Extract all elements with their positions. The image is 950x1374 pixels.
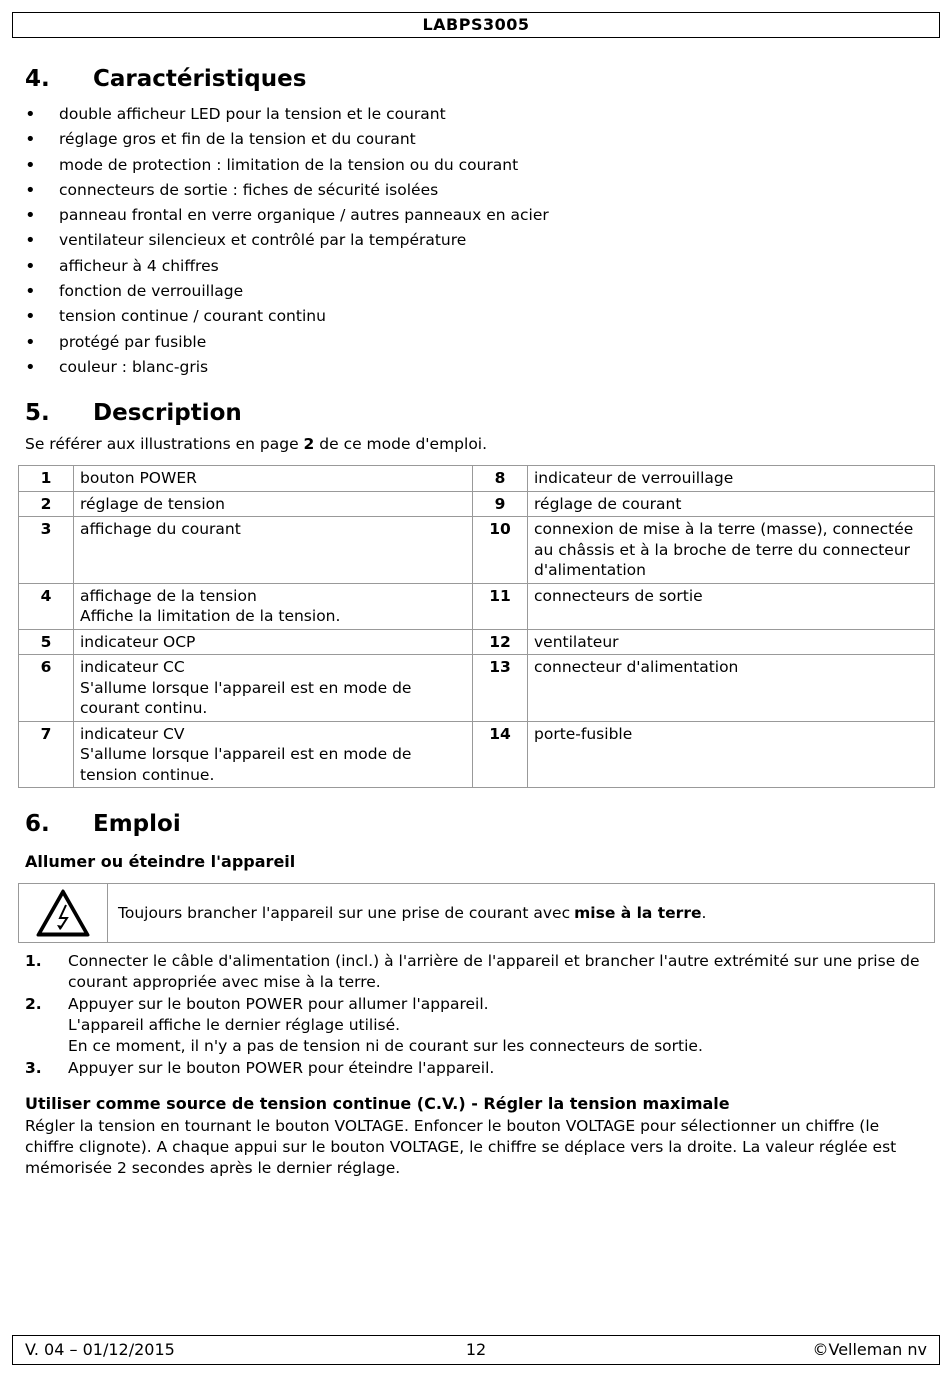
item-label: indicateur OCP bbox=[80, 632, 196, 651]
step-text: Appuyer sur le bouton POWER pour éteindre l'appareil. bbox=[68, 1059, 495, 1077]
step-number: 1. bbox=[25, 952, 42, 970]
subheading-power: Allumer ou éteindre l'appareil bbox=[25, 852, 296, 871]
item-number: 7 bbox=[19, 721, 74, 788]
features-list bbox=[25, 102, 549, 380]
step-text: En ce moment, il n'y a pas de tension ni de courant sur les connecteurs de sortie. bbox=[68, 1037, 703, 1055]
item-text: réglage de courant bbox=[528, 491, 935, 517]
step-text: Appuyer sur le bouton POWER pour allumer l'appareil. bbox=[68, 995, 489, 1013]
list-item: • tension continue / courant continu bbox=[25, 304, 549, 329]
item-text bbox=[74, 629, 473, 655]
warning-text-bold: mise à la terre bbox=[574, 904, 702, 922]
warning-icon-cell bbox=[19, 884, 108, 942]
item-detail: S'allume lorsque l'appareil est en mode de courant continu. bbox=[80, 678, 412, 717]
list-item: • protégé par fusible bbox=[25, 330, 549, 355]
item-number: 10 bbox=[473, 517, 528, 584]
list-item: • double afficheur LED pour la tension et le courant bbox=[25, 102, 549, 127]
section-6-heading bbox=[25, 811, 181, 837]
table-row bbox=[19, 517, 935, 584]
item-number: 13 bbox=[473, 655, 528, 722]
item-text bbox=[74, 517, 473, 584]
list-item bbox=[25, 994, 930, 1057]
item-text: indicateur de verrouillage bbox=[528, 466, 935, 492]
item-label: indicateur CC bbox=[80, 658, 185, 676]
section-number: 5. bbox=[25, 400, 50, 426]
warning-box bbox=[18, 883, 935, 943]
item-number: 6 bbox=[19, 655, 74, 722]
page-footer bbox=[12, 1335, 940, 1365]
list-item: • ventilateur silencieux et contrôlé par la température bbox=[25, 228, 549, 253]
list-item bbox=[25, 951, 930, 993]
section-title: Description bbox=[93, 400, 242, 426]
section-number: 6. bbox=[25, 811, 50, 837]
item-number: 1 bbox=[19, 466, 74, 492]
item-number: 11 bbox=[473, 583, 528, 629]
item-text bbox=[74, 466, 473, 492]
step-text: L'appareil affiche le dernier réglage utilisé. bbox=[68, 1016, 401, 1034]
table-row bbox=[19, 583, 935, 629]
item-text bbox=[74, 583, 473, 629]
item-detail: S'allume lorsque l'appareil est en mode de tension continue. bbox=[80, 745, 412, 784]
item-text bbox=[74, 655, 473, 722]
list-item: • fonction de verrouillage bbox=[25, 279, 549, 304]
item-number: 3 bbox=[19, 517, 74, 584]
table-row bbox=[19, 466, 935, 492]
item-number: 5 bbox=[19, 629, 74, 655]
table-row bbox=[19, 655, 935, 722]
list-item: • couleur : blanc-gris bbox=[25, 355, 549, 380]
item-label: affichage de la tension bbox=[80, 586, 257, 605]
header-title: LABPS3005 bbox=[422, 15, 530, 34]
step-number: 2. bbox=[25, 995, 42, 1013]
description-intro bbox=[25, 435, 487, 453]
step-text: Connecter le câble d'alimentation (incl.) à l'arrière de l'appareil et brancher l'autre extrémité sur une prise de courant appropriée avec mise à la terre. bbox=[68, 952, 920, 991]
item-text: ventilateur bbox=[528, 629, 935, 655]
item-label: bouton POWER bbox=[80, 469, 197, 487]
item-text bbox=[74, 721, 473, 788]
table-row bbox=[19, 491, 935, 517]
list-item: • mode de protection : limitation de la tension ou du courant bbox=[25, 153, 549, 178]
list-item bbox=[25, 1058, 930, 1079]
item-number: 12 bbox=[473, 629, 528, 655]
warning-text-b: . bbox=[701, 904, 707, 922]
item-text: porte-fusible bbox=[528, 721, 935, 788]
item-number: 2 bbox=[19, 491, 74, 517]
intro-text: Se référer aux illustrations en page bbox=[25, 435, 304, 453]
power-steps bbox=[25, 951, 930, 1080]
item-detail: Affiche la limitation de la tension. bbox=[80, 607, 341, 625]
item-number: 9 bbox=[473, 491, 528, 517]
list-item: • connecteurs de sortie : fiches de sécurité isolées bbox=[25, 178, 549, 203]
item-text: connexion de mise à la terre (masse), connectée au châssis et à la broche de terre du connecteur d'alimentation bbox=[528, 517, 935, 584]
list-item: • panneau frontal en verre organique / autres panneaux en acier bbox=[25, 203, 549, 228]
warning-text bbox=[108, 884, 706, 942]
list-item: • afficheur à 4 chiffres bbox=[25, 254, 549, 279]
item-text: connecteurs de sortie bbox=[528, 583, 935, 629]
cv-paragraph: Régler la tension en tournant le bouton VOLTAGE. Enfoncer le bouton VOLTAGE pour sélectionner un chiffre (le chiffre clignote). A chaque appui sur le bouton VOLTAGE, le chiffre se déplace vers la droite. La valeur réglée est mémorisée 2 secondes après le dernier réglage. bbox=[25, 1117, 897, 1177]
warning-text-a: Toujours brancher l'appareil sur une prise de courant avec bbox=[118, 904, 571, 922]
high-voltage-warning-icon bbox=[35, 888, 91, 938]
item-label: indicateur CV bbox=[80, 724, 185, 743]
item-number: 14 bbox=[473, 721, 528, 788]
page-header bbox=[12, 12, 940, 38]
table-row bbox=[19, 721, 935, 788]
item-text: connecteur d'alimentation bbox=[528, 655, 935, 722]
item-number: 4 bbox=[19, 583, 74, 629]
section-5-heading bbox=[25, 400, 242, 426]
section-number: 4. bbox=[25, 66, 50, 92]
page-number: 12 bbox=[465, 1340, 487, 1359]
item-label: affichage du courant bbox=[80, 520, 241, 538]
intro-text-end: de ce mode d'emploi. bbox=[314, 435, 488, 453]
subheading-cv: Utiliser comme source de tension continue (C.V.) - Régler la tension maximale bbox=[25, 1094, 730, 1113]
copyright: ©Velleman nv bbox=[812, 1340, 927, 1359]
description-table bbox=[18, 465, 935, 788]
section-title: Emploi bbox=[93, 811, 181, 837]
item-text bbox=[74, 491, 473, 517]
table-row bbox=[19, 629, 935, 655]
version-date: V. 04 – 01/12/2015 bbox=[25, 1340, 175, 1359]
section-4-heading bbox=[25, 66, 306, 92]
list-item: • réglage gros et fin de la tension et du courant bbox=[25, 127, 549, 152]
intro-page-ref: 2 bbox=[303, 435, 315, 453]
step-number: 3. bbox=[25, 1059, 42, 1077]
item-label: réglage de tension bbox=[80, 494, 225, 513]
item-number: 8 bbox=[473, 466, 528, 492]
section-title: Caractéristiques bbox=[93, 66, 307, 92]
